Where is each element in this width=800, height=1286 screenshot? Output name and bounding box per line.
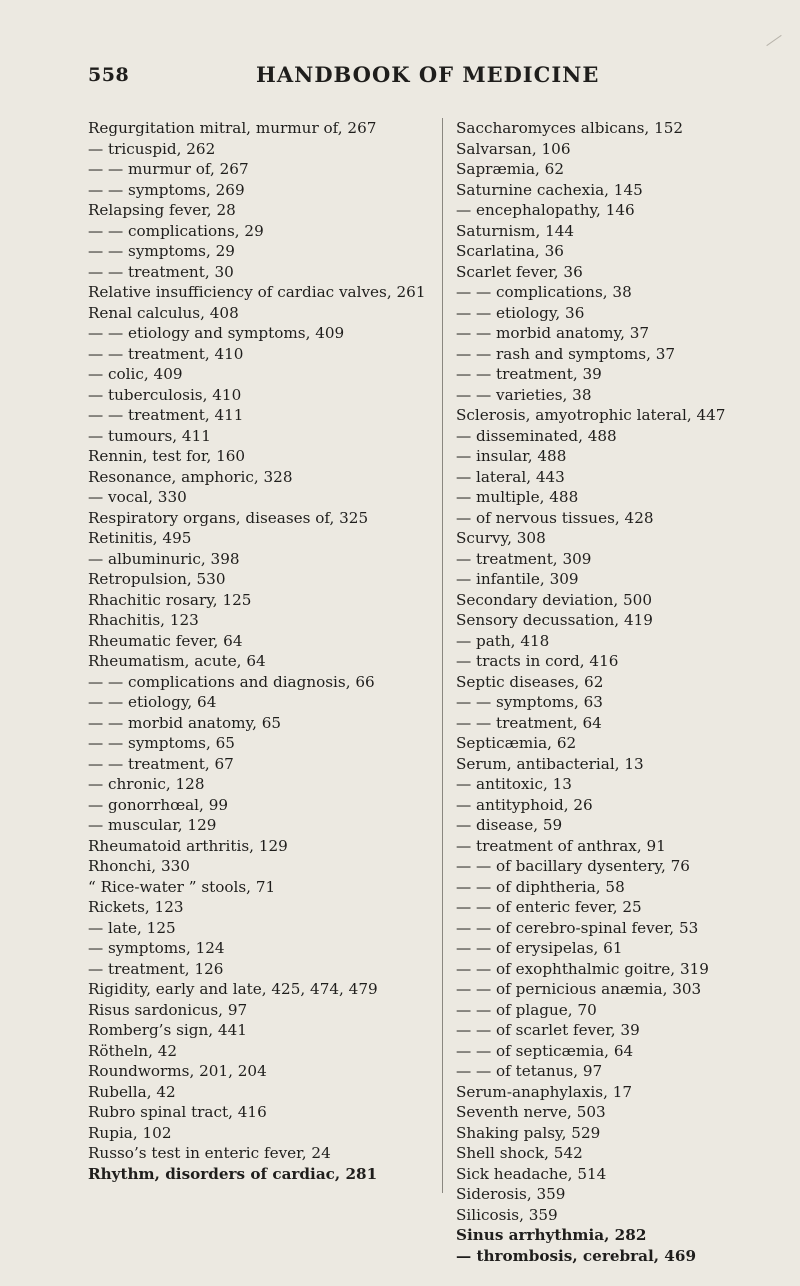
index-entry: — of nervous tissues, 428 [456,508,654,527]
index-entry: — treatment, 309 [456,549,592,568]
index-entry: — vocal, 330 [88,488,187,506]
index-entry: Rupia, 102 [88,1123,172,1142]
index-entry: — — morbid anatomy, 65 [88,713,282,732]
index-entry: — — etiology, 36 [456,303,585,322]
index-entry: — — etiology and symptoms, 409 [88,324,345,342]
index-entry: Sick headache, 514 [456,1164,607,1183]
index-entry: Respiratory organs, diseases of, 325 [88,508,369,527]
index-entry: — treatment, 126 [88,959,224,978]
index-entry: — — of septicæmia, 64 [456,1041,634,1060]
index-entry: Resonance, amphoric, 328 [88,467,293,486]
index-entry: — — symptoms, 63 [456,693,603,711]
page-mark [766,35,781,46]
index-entry: — — of exophthalmic goitre, 319 [456,959,709,978]
index-entry: Relapsing fever, 28 [88,201,236,219]
index-entry: Rubro spinal tract, 416 [88,1103,267,1121]
index-entry: Scurvy, 308 [456,529,546,547]
index-entry: — disseminated, 488 [456,426,617,445]
index-entry: — gonorrhœal, 99 [88,795,229,814]
index-entry: Risus sardonicus, 97 [88,1000,248,1019]
index-entry: — — of erysipelas, 61 [456,939,623,957]
index-entry: — — treatment, 410 [88,344,244,363]
index-entry: — thrombosis, cerebral, 469 [456,1246,697,1265]
index-entry: — — complications and diagnosis, 66 [88,672,375,691]
index-entry: Sclerosis, amyotrophic lateral, 447 [456,406,726,424]
index-entry: Silicosis, 359 [456,1205,558,1224]
index-entry: Sinus arrhythmia, 282 [456,1226,647,1244]
index-entry: Rhythm, disorders of cardiac, 281 [88,1164,378,1183]
index-entry: Romberg’s sign, 441 [88,1021,247,1039]
index-entry: Rickets, 123 [88,898,184,916]
index-entry: Septicæmia, 62 [456,734,577,752]
index-entry: — tuberculosis, 410 [88,385,242,404]
index-entry: — lateral, 443 [456,467,565,486]
index-entry: Regurgitation mitral, murmur of, 267 [88,119,377,137]
index-entry: — path, 418 [456,631,550,650]
index-entry: — — complications, 29 [88,221,264,240]
index-entry: Russo’s test in enteric fever, 24 [88,1144,331,1162]
index-entry: Siderosis, 359 [456,1185,566,1203]
index-entry: Saccharomyces albicans, 152 [456,119,684,137]
index-entry: — — treatment, 64 [456,713,602,732]
page-number: 558 [88,64,130,86]
index-entry: Serum-anaphylaxis, 17 [456,1082,633,1101]
index-entry: — — of enteric fever, 25 [456,898,642,916]
index-entry: Renal calculus, 408 [88,303,239,322]
index-entry: — albuminuric, 398 [88,549,240,568]
index-entry: — symptoms, 124 [88,939,225,957]
index-entry: — — treatment, 67 [88,754,234,773]
index-entry: — tricuspid, 262 [88,139,216,158]
index-entry: — — rash and symptoms, 37 [456,344,676,363]
index-entry: — colic, 409 [88,365,183,383]
index-entry: — — morbid anatomy, 37 [456,324,650,342]
index-entry: — multiple, 488 [456,488,579,506]
index-entry: Relative insufficiency of cardiac valves, 261 [88,283,426,301]
index-entry: — — of cerebro-spinal fever, 53 [456,918,699,937]
index-entry: Seventh nerve, 503 [456,1103,606,1121]
index-entry: Rigidity, early and late, 425, 474, 479 [88,980,378,998]
index-entry: — antitoxic, 13 [456,775,572,793]
index-entry: — tracts in cord, 416 [456,652,619,670]
left-index-column [88,118,434,1184]
index-entry: Scarlet fever, 36 [456,262,583,281]
index-entry: Sapræmia, 62 [456,160,565,178]
index-entry: — — varieties, 38 [456,385,592,404]
index-entry: — — treatment, 39 [456,365,602,383]
index-entry: — — etiology, 64 [88,693,217,711]
index-entry: Serum, antibacterial, 13 [456,754,644,773]
index-entry: Retinitis, 495 [88,529,192,547]
index-entry: Retropulsion, 530 [88,570,226,588]
index-entry: Rheumatism, acute, 64 [88,652,266,670]
index-entry: Rennin, test for, 160 [88,447,246,465]
index-entry: — — symptoms, 65 [88,734,235,752]
index-entry: — — treatment, 30 [88,262,234,281]
index-entry: — — of scarlet fever, 39 [456,1021,640,1039]
index-entry: Rhonchi, 330 [88,857,190,875]
index-entry: — disease, 59 [456,816,563,834]
index-entry: Shaking palsy, 529 [456,1123,601,1142]
index-entry: — tumours, 411 [88,426,211,445]
index-entry: Rheumatoid arthritis, 129 [88,836,288,855]
index-entry: — — of tetanus, 97 [456,1062,603,1080]
index-entry: — — treatment, 411 [88,406,244,424]
index-entry: Rötheln, 42 [88,1041,178,1060]
index-entry: — late, 125 [88,918,176,937]
running-head: HANDBOOK OF MEDICINE [256,62,600,87]
index-entry: — — murmur of, 267 [88,160,249,178]
column-divider [442,118,443,1193]
page-header [88,62,728,96]
index-entry: — treatment of anthrax, 91 [456,836,666,855]
index-entry: “ Rice-water ” stools, 71 [88,877,276,896]
index-entry: Shell shock, 542 [456,1144,583,1162]
index-entry: Roundworms, 201, 204 [88,1062,267,1080]
index-entry: — — of pernicious anæmia, 303 [456,980,702,998]
index-entry: Rubella, 42 [88,1082,176,1101]
index-entry: Rheumatic fever, 64 [88,631,243,650]
index-entry: — insular, 488 [456,447,567,465]
index-entry: — — symptoms, 29 [88,242,235,260]
index-entry: — encephalopathy, 146 [456,201,635,219]
index-entry: Rhachitis, 123 [88,611,199,629]
index-entry: Saturnism, 144 [456,221,575,240]
right-index-column [456,118,768,1266]
index-entry: — — of diphtheria, 58 [456,877,625,896]
index-entry: — — of plague, 70 [456,1000,597,1019]
index-entry: — — complications, 38 [456,283,632,301]
index-entry: — — of bacillary dysentery, 76 [456,857,690,875]
index-entry: Rhachitic rosary, 125 [88,590,252,609]
index-entry: Secondary deviation, 500 [456,590,652,609]
index-entry: Salvarsan, 106 [456,139,571,158]
index-entry: — — symptoms, 269 [88,180,245,199]
index-entry: — chronic, 128 [88,775,205,793]
index-entry: — muscular, 129 [88,816,217,834]
index-entry: Scarlatina, 36 [456,242,564,260]
index-entry: Saturnine cachexia, 145 [456,180,643,199]
index-entry: Sensory decussation, 419 [456,611,653,629]
index-entry: Septic diseases, 62 [456,672,604,691]
index-entry: — infantile, 309 [456,570,579,588]
index-entry: — antityphoid, 26 [456,795,593,814]
